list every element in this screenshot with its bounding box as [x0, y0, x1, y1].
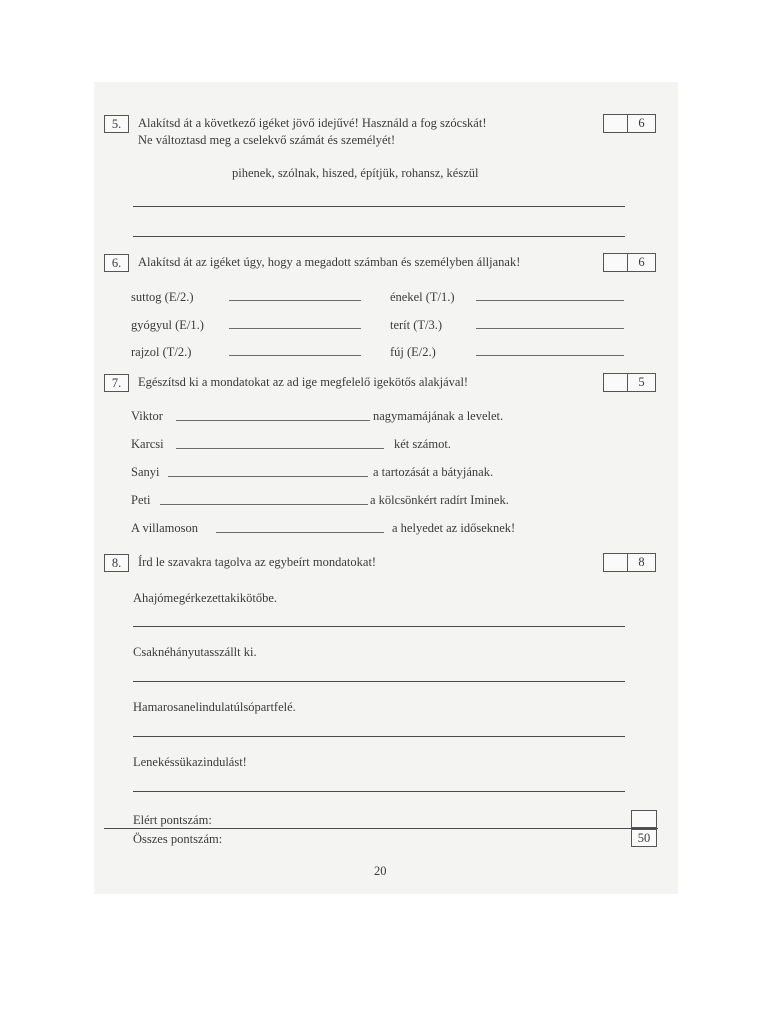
fill-in-blank[interactable]	[476, 300, 624, 301]
score-blank[interactable]	[603, 553, 628, 572]
joined-sentence: Ahajómegérkezettakikötőbe.	[133, 591, 278, 605]
sentence-start: A villamoson	[131, 521, 199, 535]
score-blank[interactable]	[603, 373, 628, 392]
fill-in-blank[interactable]	[229, 355, 361, 356]
answer-line[interactable]	[133, 681, 625, 682]
scanned-page	[94, 82, 678, 894]
exercise-6-instruction: Alakítsd át az igéket úgy, hogy a megadott számban és személyben álljanak!	[138, 255, 521, 269]
score-blank[interactable]	[603, 253, 628, 272]
score-blank[interactable]	[603, 114, 628, 133]
exercise-5-score-box	[603, 114, 655, 131]
exercise-5-instruction: Alakítsd át a következő igéket jövő idejűvé! Használd a fog szócskát!	[138, 116, 487, 130]
verb-prompt: suttog (E/2.)	[131, 290, 194, 304]
total-score-value: 50	[631, 829, 657, 847]
exercise-6-max-points: 6	[627, 253, 656, 272]
sentence-start: Viktor	[131, 409, 163, 423]
footer-divider	[104, 828, 658, 829]
verb-prompt: fúj (E/2.)	[390, 345, 436, 359]
exercise-8-instruction: Írd le szavakra tagolva az egybeírt mondatokat!	[138, 555, 377, 569]
sentence-end: két számot.	[394, 437, 451, 451]
sentence-start: Sanyi	[131, 465, 160, 479]
fill-in-blank[interactable]	[229, 300, 361, 301]
fill-in-blank[interactable]	[176, 448, 384, 449]
sentence-end: a kölcsönkért radírt Iminek.	[370, 493, 509, 507]
fill-in-blank[interactable]	[168, 476, 368, 477]
exercise-5-instruction-2: Ne változtasd meg a cselekvő számát és személyét!	[138, 133, 396, 147]
fill-in-blank[interactable]	[476, 328, 624, 329]
sentence-start: Karcsi	[131, 437, 164, 451]
verb-prompt: terít (T/3.)	[390, 318, 443, 332]
total-score-label: Összes pontszám:	[133, 832, 223, 846]
sentence-end: a tartozását a bátyjának.	[373, 465, 494, 479]
exercise-7-score-box	[603, 373, 655, 390]
verb-prompt: rajzol (T/2.)	[131, 345, 192, 359]
fill-in-blank[interactable]	[216, 532, 384, 533]
achieved-score-label: Elért pontszám:	[133, 813, 212, 827]
answer-line[interactable]	[133, 736, 625, 737]
exercise-7-number: 7.	[104, 374, 129, 392]
exercise-6-number: 6.	[104, 254, 129, 272]
joined-sentence: Hamarosanelindulatúlsópartfelé.	[133, 700, 296, 714]
exercise-7-instruction: Egészítsd ki a mondatokat az ad ige megfelelő igekötős alakjával!	[138, 375, 469, 389]
sentence-start: Peti	[131, 493, 151, 507]
achieved-score-box[interactable]	[631, 810, 657, 828]
answer-line[interactable]	[133, 626, 625, 627]
sentence-end: nagymamájának a levelet.	[373, 409, 504, 423]
exercise-8-number: 8.	[104, 554, 129, 572]
page-number: 20	[374, 864, 387, 878]
answer-line[interactable]	[133, 236, 625, 237]
verb-prompt: énekel (T/1.)	[390, 290, 455, 304]
fill-in-blank[interactable]	[160, 504, 368, 505]
exercise-8-score-box	[603, 553, 655, 570]
joined-sentence: Lenekéssükazindulást!	[133, 755, 247, 769]
exercise-7-max-points: 5	[627, 373, 656, 392]
joined-sentence: Csaknéhányutasszállt ki.	[133, 645, 257, 659]
exercise-8-max-points: 8	[627, 553, 656, 572]
exercise-5-number: 5.	[104, 115, 129, 133]
answer-line[interactable]	[133, 206, 625, 207]
fill-in-blank[interactable]	[476, 355, 624, 356]
verb-prompt: gyógyul (E/1.)	[131, 318, 204, 332]
exercise-6-score-box	[603, 253, 655, 270]
sentence-end: a helyedet az időseknek!	[392, 521, 516, 535]
answer-line[interactable]	[133, 791, 625, 792]
exercise-5-max-points: 6	[627, 114, 656, 133]
exercise-5-word-list: pihenek, szólnak, hiszed, építjük, rohansz, készül	[232, 166, 479, 180]
fill-in-blank[interactable]	[229, 328, 361, 329]
fill-in-blank[interactable]	[176, 420, 370, 421]
